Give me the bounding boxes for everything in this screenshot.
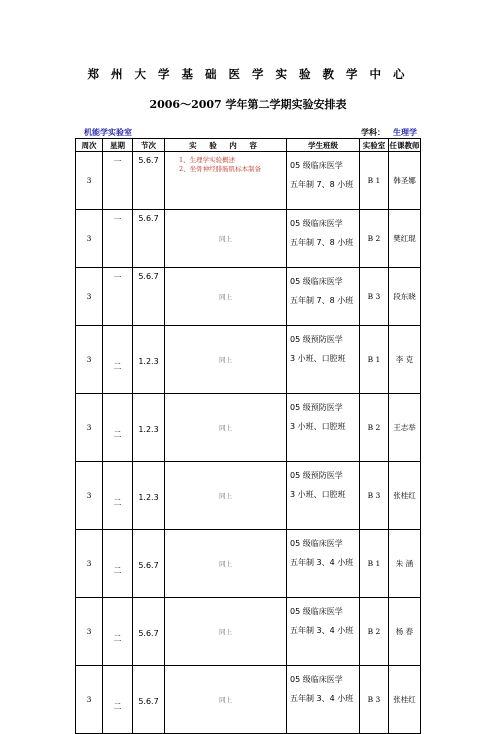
content-cell: 同上	[165, 268, 287, 326]
week-cell: 3	[76, 530, 103, 598]
room-cell: B 2	[360, 598, 389, 666]
room-cell: B 3	[360, 666, 389, 734]
class-cell	[287, 394, 360, 462]
table-row	[76, 326, 421, 394]
teacher-cell: 韩圣娜	[389, 152, 421, 210]
period-cell: 1.2.3	[133, 326, 165, 394]
week-cell: 3	[76, 152, 103, 210]
class-line: 五年制 7、8 小班	[290, 238, 354, 247]
class-line: 05 级临床医学	[290, 219, 343, 228]
day-cell: 一	[103, 210, 133, 268]
day-cell: 一	[103, 152, 133, 210]
week-cell: 3	[76, 210, 103, 268]
class-cell	[287, 268, 360, 326]
header-room: 实验室	[360, 139, 389, 152]
table-row	[76, 394, 421, 462]
table-row	[76, 598, 421, 666]
content-item: 1、生理学实验概述	[179, 156, 236, 164]
class-line: 05 级临床医学	[290, 277, 343, 286]
day-cell: 二	[103, 326, 133, 394]
content-cell: 同上	[165, 210, 287, 268]
class-line: 五年制 3、4 小班	[290, 558, 354, 567]
subject-value: 生理学	[393, 128, 417, 137]
room-cell: B 1	[360, 530, 389, 598]
class-line: 05 级临床医学	[290, 675, 343, 684]
class-line: 05 级临床医学	[290, 539, 343, 548]
table-row	[76, 666, 421, 734]
teacher-cell: 樊红琨	[389, 210, 421, 268]
class-line: 五年制 3、4 小班	[290, 694, 354, 703]
week-cell: 3	[76, 394, 103, 462]
header-class: 学生班级	[287, 139, 360, 152]
class-line: 五年制 3、4 小班	[290, 626, 354, 635]
content-cell	[165, 152, 287, 210]
table-row	[76, 152, 421, 210]
content-cell: 同上	[165, 394, 287, 462]
content-cell: 同上	[165, 598, 287, 666]
period-cell: 5.6.7	[133, 152, 165, 210]
class-cell	[287, 326, 360, 394]
header-period: 节次	[133, 139, 165, 152]
header-week: 周次	[76, 139, 103, 152]
header-content: 实 验 内 容	[165, 139, 287, 152]
class-line: 05 级临床医学	[290, 161, 343, 170]
header-row	[76, 139, 421, 152]
week-cell: 3	[76, 462, 103, 530]
day-cell: 二	[103, 598, 133, 666]
room-cell: B 2	[360, 210, 389, 268]
day-cell: 二	[103, 462, 133, 530]
day-cell: 二	[103, 394, 133, 462]
class-cell	[287, 462, 360, 530]
period-cell: 1.2.3	[133, 462, 165, 530]
teacher-cell: 王志举	[389, 394, 421, 462]
content-cell: 同上	[165, 666, 287, 734]
content-cell: 同上	[165, 462, 287, 530]
room-cell: B 3	[360, 462, 389, 530]
document-subtitle: 2006～2007 学年第二学期实验安排表	[149, 98, 347, 111]
subject-line	[361, 127, 417, 138]
class-line: 05 级预防医学	[290, 471, 343, 480]
teacher-cell: 张桂红	[389, 462, 421, 530]
week-cell: 3	[76, 268, 103, 326]
header-teacher: 任课教师	[389, 140, 420, 150]
room-cell: B 1	[360, 152, 389, 210]
class-cell	[287, 210, 360, 268]
class-cell	[287, 598, 360, 666]
period-cell: 5.6.7	[133, 598, 165, 666]
teacher-cell: 张桂红	[389, 666, 421, 734]
teacher-cell: 杨 春	[389, 598, 421, 666]
table-row	[76, 530, 421, 598]
content-item: 2、坐骨神经腓肠肌标本制备	[179, 165, 262, 173]
period-cell: 5.6.7	[133, 530, 165, 598]
document-title: 郑 州 大 学 基 础 医 学 实 验 教 学 中 心	[87, 67, 409, 81]
period-cell: 5.6.7	[133, 210, 165, 268]
class-line: 3 小班、口腔班	[290, 422, 346, 431]
week-cell: 3	[76, 666, 103, 734]
day-cell: 二	[103, 666, 133, 734]
day-cell: 二	[103, 530, 133, 598]
subject-label: 学科：	[361, 128, 385, 137]
period-cell: 1.2.3	[133, 394, 165, 462]
class-line: 05 级预防医学	[290, 335, 343, 344]
class-line: 05 级临床医学	[290, 607, 343, 616]
content-cell: 同上	[165, 530, 287, 598]
table-row	[76, 462, 421, 530]
room-cell: B 3	[360, 268, 389, 326]
lab-name: 机能学实验室	[84, 128, 132, 137]
table-row	[76, 268, 421, 326]
room-cell: B 2	[360, 394, 389, 462]
header-day: 星期	[103, 139, 133, 152]
class-cell	[287, 530, 360, 598]
class-line: 3 小班、口腔班	[290, 490, 346, 499]
week-cell: 3	[76, 326, 103, 394]
room-cell: B 1	[360, 326, 389, 394]
teacher-cell: 段东晓	[389, 268, 421, 326]
teacher-cell: 李 克	[389, 326, 421, 394]
content-cell: 同上	[165, 326, 287, 394]
schedule-table	[75, 138, 421, 734]
class-line: 五年制 7、8 小班	[290, 180, 354, 189]
period-cell: 5.6.7	[133, 268, 165, 326]
class-line: 五年制 7、8 小班	[290, 296, 354, 305]
table-row	[76, 210, 421, 268]
class-cell	[287, 152, 360, 210]
teacher-cell: 朱 涵	[389, 530, 421, 598]
period-cell: 5.6.7	[133, 666, 165, 734]
class-cell	[287, 666, 360, 734]
class-line: 3 小班、口腔班	[290, 354, 346, 363]
day-cell: 一	[103, 268, 133, 326]
class-line: 05 级预防医学	[290, 403, 343, 412]
week-cell: 3	[76, 598, 103, 666]
